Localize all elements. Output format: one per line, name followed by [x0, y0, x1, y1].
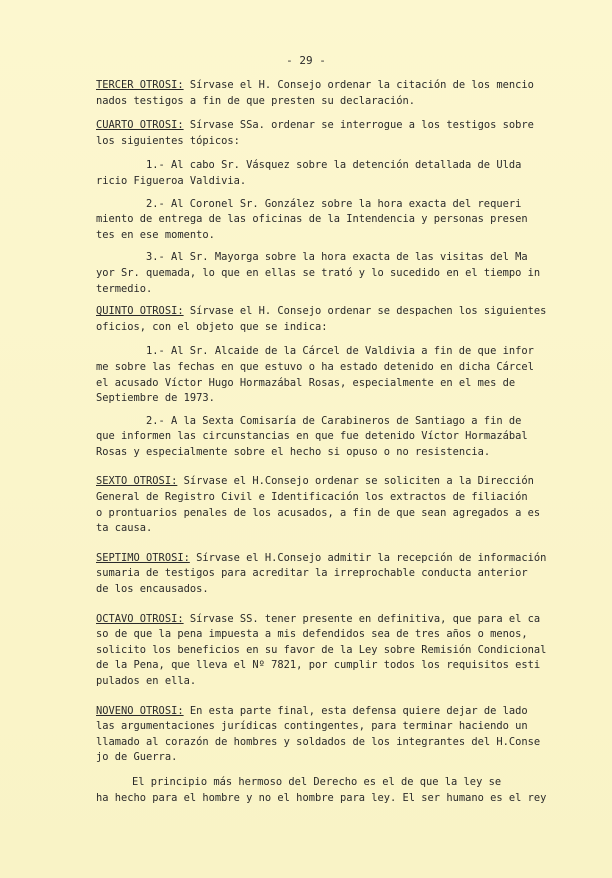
- text-line: [96, 704, 536, 720]
- paragraph: [96, 474, 541, 536]
- text-line: [96, 474, 536, 490]
- line-text: ta causa.: [96, 522, 153, 535]
- paragraph: [96, 414, 536, 461]
- text-line: [96, 94, 536, 110]
- text-line: [96, 612, 541, 628]
- text-line: [96, 376, 536, 392]
- line-text: me sobre las fechas en que estuvo o ha estado detenido en dicha Cárcel: [96, 360, 534, 373]
- line-text: las argumentaciones jurídicas contingentes, para terminar haciendo un: [96, 720, 528, 733]
- text-line: [96, 320, 536, 336]
- text-line: [96, 643, 547, 659]
- line-text: yor Sr. quemada, lo que en ellas se trató y lo sucedido en el tiempo in: [96, 266, 541, 279]
- line-text: Sírvase SSa. ordenar se interrogue a los testigos sobre: [183, 119, 534, 132]
- line-text: General de Registro Civil e Identificación los extractos de filiación: [96, 491, 528, 504]
- text-line: [96, 78, 536, 94]
- text-line: [96, 197, 536, 213]
- section-heading: SEXTO OTROSI:: [96, 475, 178, 488]
- text-line: [96, 490, 536, 506]
- line-text: Sírvase SS. tener presente en definitiva, que para el ca: [183, 612, 541, 625]
- line-text: pulados en ella.: [96, 675, 197, 687]
- line-text: solicito los beneficios en su favor de la Ley sobre Remisión Condicional: [96, 643, 547, 656]
- paragraph: [96, 551, 547, 598]
- line-text: de los encausados.: [96, 583, 209, 596]
- text-line: [96, 212, 536, 228]
- line-text: Sírvase el H. Consejo ordenar se despachen los siguientes: [183, 305, 547, 318]
- text-line: [96, 304, 547, 320]
- text-line: [96, 282, 536, 298]
- line-text: de la Pena, que lleva el Nº 7821, por cumplir todos los requisitos esti: [96, 659, 541, 672]
- line-text: El principio más hermoso del Derecho es el de que la ley se: [132, 775, 502, 788]
- section-heading: TERCER OTROSI:: [96, 79, 184, 91]
- text-line: [96, 134, 536, 150]
- text-line: [96, 627, 536, 643]
- paragraph: [96, 250, 541, 297]
- text-line: [96, 174, 536, 190]
- paragraph: [96, 344, 536, 406]
- paragraph: [96, 158, 536, 189]
- section-heading: QUINTO OTROSI:: [96, 305, 184, 318]
- section-heading: NOVENO OTROSI:: [96, 704, 184, 717]
- paragraph: [96, 197, 536, 244]
- document-body: [96, 78, 547, 813]
- page-number: - 29 -: [286, 54, 326, 67]
- text-line: [96, 506, 541, 522]
- line-text: Sírvase el H.Consejo ordenar se soliciten a la Dirección: [177, 475, 534, 488]
- text-line: [96, 344, 536, 360]
- line-text: jo de Guerra.: [96, 751, 178, 764]
- text-line: [96, 391, 536, 407]
- line-text: 1.- Al cabo Sr. Vásquez sobre la detención detallada de Ulda: [146, 159, 522, 172]
- text-line: [96, 266, 541, 282]
- line-text: oficios, con el objeto que se indica:: [96, 320, 328, 333]
- paragraph: [96, 304, 547, 335]
- text-line: [96, 228, 536, 244]
- line-text: 2.- A la Sexta Comisaría de Carabineros de Santiago a fin de: [146, 414, 522, 427]
- line-text: so de que la pena impuesta a mis defendidos sea de tres años o menos,: [96, 628, 528, 641]
- line-text: los siguientes tópicos:: [96, 134, 240, 147]
- section-heading: CUARTO OTROSI:: [96, 119, 184, 132]
- line-text: Septiembre de 1973.: [96, 392, 215, 405]
- text-line: [96, 250, 536, 266]
- text-line: [96, 414, 536, 430]
- paragraph: [96, 78, 536, 109]
- line-text: sumaria de testigos para acreditar la irreprochable conducta anterior: [96, 567, 528, 580]
- text-line: [96, 735, 541, 751]
- line-text: 2.- Al Coronel Sr. González sobre la hora exacta del requeri: [146, 197, 522, 210]
- text-line: [96, 719, 536, 735]
- line-text: Sírvase el H. Consejo ordenar la citación de los mencio: [183, 79, 534, 91]
- line-text: 3.- Al Sr. Mayorga sobre la hora exacta de las visitas del Ma: [146, 251, 528, 264]
- text-line: [96, 445, 536, 461]
- line-text: En esta parte final, esta defensa quiere dejar de lado: [183, 704, 528, 717]
- paragraph: [96, 704, 541, 766]
- text-line: [96, 521, 536, 537]
- line-text: o prontuarios penales de los acusados, a fin de que sean agregados a es: [96, 506, 541, 519]
- line-text: termedio.: [96, 282, 153, 295]
- line-text: Rosas y especialmente sobre el hecho si opuso o no resistencia.: [96, 445, 491, 458]
- paragraph: [96, 775, 547, 806]
- text-line: [96, 674, 536, 690]
- line-text: ricio Figueroa Valdivia.: [96, 174, 247, 187]
- line-text: Sírvase el H.Consejo admitir la recepción de información: [189, 551, 547, 564]
- line-text: miento de entrega de las oficinas de la Intendencia y personas presen: [96, 213, 528, 226]
- line-text: que informen las circunstancias en que fue detenido Víctor Hormazábal: [96, 430, 528, 443]
- text-line: [96, 791, 547, 807]
- text-line: [96, 551, 547, 567]
- text-line: [96, 158, 536, 174]
- text-line: [96, 775, 536, 791]
- text-line: [96, 429, 536, 445]
- text-line: [96, 750, 536, 766]
- paragraph: [96, 612, 547, 690]
- section-heading: SEPTIMO OTROSI:: [96, 551, 190, 564]
- line-text: el acusado Víctor Hugo Hormazábal Rosas, especialmente en el mes de: [96, 376, 516, 389]
- line-text: 1.- Al Sr. Alcaide de la Cárcel de Valdivia a fin de que infor: [146, 345, 534, 358]
- text-line: [96, 658, 541, 674]
- paragraph: [96, 118, 536, 149]
- text-line: [96, 566, 536, 582]
- section-heading: OCTAVO OTROSI:: [96, 612, 184, 625]
- text-line: [96, 360, 536, 376]
- line-text: llamado al corazón de hombres y soldados de los integrantes del H.Conse: [96, 735, 541, 748]
- text-line: [96, 118, 536, 134]
- line-text: nados testigos a fin de que presten su declaración.: [96, 94, 416, 107]
- line-text: ha hecho para el hombre y no el hombre para ley. El ser humano es el rey: [96, 791, 547, 804]
- text-line: [96, 582, 536, 598]
- line-text: tes en ese momento.: [96, 228, 215, 241]
